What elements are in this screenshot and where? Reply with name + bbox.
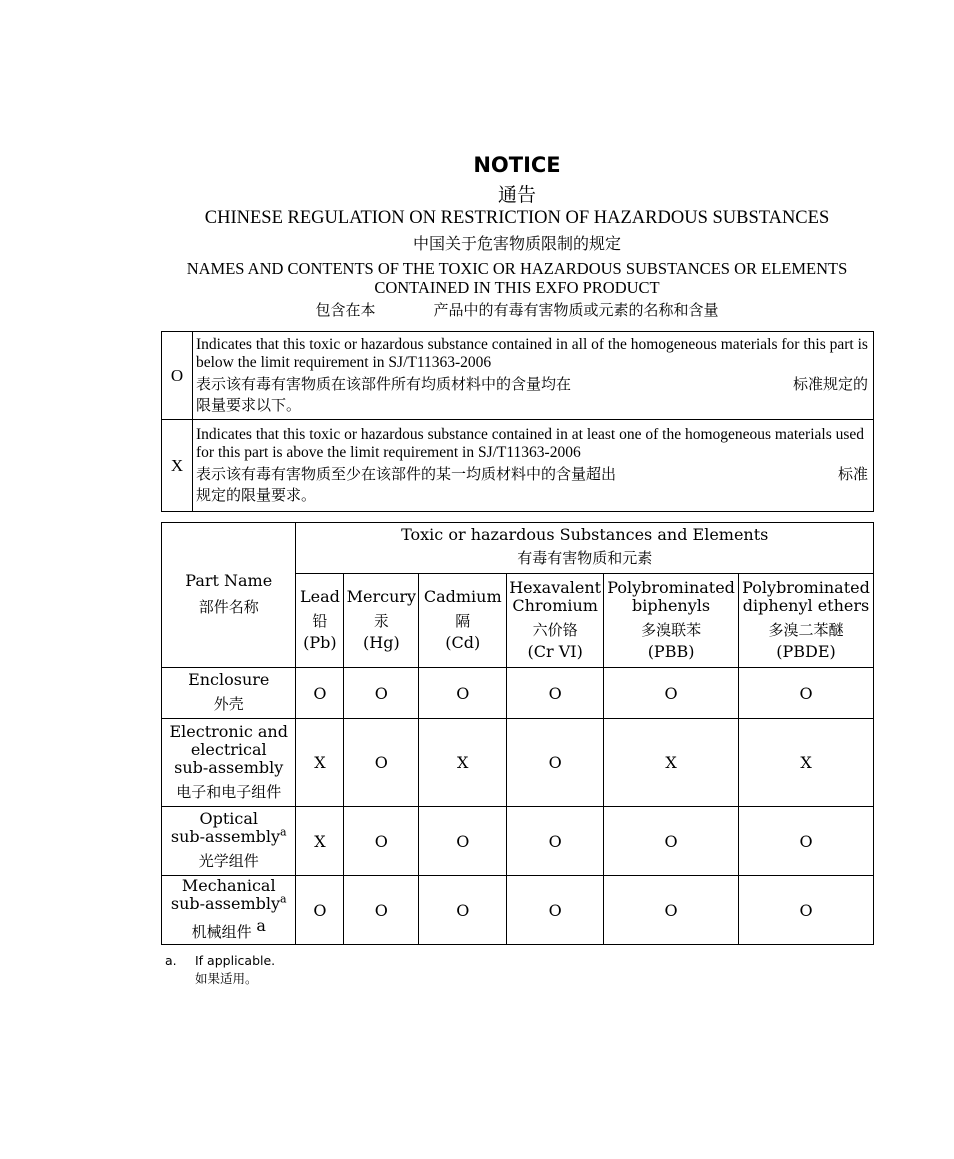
names-title-chinese-part-1: 包含在本: [315, 301, 376, 319]
part-name-text: Optical: [199, 809, 258, 828]
legend-description-chinese-part-3: 限量要求以下。: [196, 395, 302, 414]
substance-symbol: (PBB): [647, 641, 695, 661]
substance-name-chinese: 铅: [312, 611, 328, 630]
substance-value-cell: X: [739, 719, 874, 807]
part-name-line: [162, 671, 295, 689]
substance-name: Cadmium: [423, 586, 502, 606]
substance-column-header: [419, 574, 507, 668]
substance-value-cell: O: [507, 668, 604, 719]
names-title-line-2: CONTAINED IN THIS EXFO PRODUCT: [374, 278, 660, 297]
regulation-title-chinese: 中国关于危害物质限制的规定: [412, 234, 621, 253]
notice-title: NOTICE: [473, 153, 561, 177]
legend-description-chinese: [196, 374, 870, 416]
part-name-line: [162, 723, 295, 741]
substance-value-cell: O: [604, 807, 739, 876]
legend-table: [161, 331, 874, 512]
substance-name-line-2: diphenyl ethers: [742, 595, 870, 615]
substance-table: [161, 522, 874, 945]
part-name-text: Electronic and: [169, 721, 288, 741]
substance-name: Lead: [299, 586, 340, 606]
footnote-letter: a.: [165, 953, 177, 968]
substance-value-cell: O: [604, 876, 739, 945]
part-name-chinese: [162, 917, 295, 943]
substance-name-line-2: Chromium: [512, 595, 598, 615]
substance-value-cell: X: [296, 807, 344, 876]
part-name-cell: [162, 719, 296, 807]
substance-value-cell: O: [296, 876, 344, 945]
part-name-header: [162, 523, 296, 668]
legend-description-english: Indicates that this toxic or hazardous substance contained in all of the homogeneous materials for this part is below the limit requirement in SJ/T11363-2006: [196, 335, 868, 371]
part-name-header-english: Part Name: [185, 571, 273, 590]
footnote-marker: a: [280, 825, 287, 839]
part-name-text: sub-assembly: [170, 894, 281, 913]
part-name-cell: [162, 876, 296, 945]
legend-symbol: X: [162, 420, 193, 512]
substance-value-cell: X: [604, 719, 739, 807]
substances-group-header: [296, 523, 874, 574]
legend-row-x: [162, 420, 874, 512]
legend-description-chinese-part-2: 标准规定的: [792, 374, 868, 393]
substance-column-header: [344, 574, 419, 668]
substance-value-cell: O: [739, 668, 874, 719]
substance-value-cell: X: [419, 719, 507, 807]
legend-description-chinese-part-1: 表示该有毒有害物质至少在该部件的某一均质材料中的含量超出: [196, 464, 617, 483]
legend-symbol: O: [162, 332, 193, 420]
substance-symbol: (Cd): [445, 632, 481, 652]
substance-value-cell: O: [604, 668, 739, 719]
substance-value-cell: O: [507, 719, 604, 807]
names-title-line-1: NAMES AND CONTENTS OF THE TOXIC OR HAZARDOUS SUBSTANCES OR ELEMENTS: [186, 259, 848, 278]
part-name-line: [162, 759, 295, 777]
table-row: [162, 668, 874, 719]
part-name-chinese-text: 机械组件: [191, 923, 252, 941]
substance-value-cell: X: [296, 719, 344, 807]
substance-value-cell: O: [739, 876, 874, 945]
part-name-cell: [162, 668, 296, 719]
substance-value-cell: O: [419, 668, 507, 719]
substance-value-cell: O: [344, 807, 419, 876]
part-name-header-chinese: 部件名称: [198, 598, 259, 616]
notice-title-chinese: 通告: [497, 184, 536, 206]
substance-name-chinese: 多溴二苯醚: [768, 620, 844, 639]
legend-description-chinese-part-1: 表示该有毒有害物质在该部件所有均质材料中的含量均在: [196, 374, 572, 393]
part-name-cell: [162, 807, 296, 876]
substance-value-cell: O: [344, 719, 419, 807]
part-name-text: sub-assembly: [174, 757, 284, 777]
table-row: [162, 807, 874, 876]
table-row: [162, 719, 874, 807]
part-name-chinese-text: 电子和电子组件: [176, 782, 282, 801]
part-name-chinese: [162, 781, 295, 803]
substance-name-line-2: biphenyls: [632, 595, 711, 615]
substance-name-chinese: 六价铬: [532, 620, 578, 639]
substance-value-cell: O: [344, 668, 419, 719]
substance-value-cell: O: [296, 668, 344, 719]
part-name-line: [162, 810, 295, 828]
names-title: [161, 259, 873, 297]
substance-value-cell: O: [507, 876, 604, 945]
substance-column-header: [604, 574, 739, 668]
legend-row-o: [162, 332, 874, 420]
substance-value-cell: O: [419, 807, 507, 876]
legend-description-chinese-part-2: 标准: [837, 464, 868, 483]
part-name-text: sub-assembly: [170, 827, 281, 846]
names-title-chinese-part-2: 产品中的有毒有害物质或元素的名称和含量: [433, 301, 719, 319]
legend-description: [193, 332, 874, 420]
substances-group-header-english: Toxic or hazardous Substances and Elements: [401, 525, 769, 544]
part-name-text: electrical: [190, 739, 267, 759]
names-title-chinese: [161, 299, 873, 320]
substance-value-cell: O: [344, 876, 419, 945]
substance-symbol: (PBDE): [776, 641, 836, 661]
substance-name-chinese: 隔: [455, 611, 471, 630]
substance-column-header: [296, 574, 344, 668]
substance-symbol: (Pb): [303, 632, 337, 652]
substance-column-header: [507, 574, 604, 668]
regulation-title: CHINESE REGULATION ON RESTRICTION OF HAZARDOUS SUBSTANCES: [204, 208, 830, 228]
footnote: [165, 952, 275, 988]
substance-name-chinese: 多溴联苯: [641, 620, 702, 639]
substance-value-cell: O: [739, 807, 874, 876]
part-name-chinese-text: 光学组件: [198, 852, 259, 870]
substance-value-cell: O: [507, 807, 604, 876]
part-name-text: Enclosure: [188, 670, 270, 689]
footnote-text-chinese: 如果适用。: [195, 971, 258, 986]
table-body: [162, 668, 874, 945]
substance-symbol: (Cr VI): [527, 641, 583, 661]
part-name-line: [162, 741, 295, 759]
legend-description-chinese-part-3: 规定的限量要求。: [196, 485, 317, 504]
substance-name: Hexavalent: [509, 577, 602, 597]
legend-description: [193, 420, 874, 512]
part-name-chinese-text: 外壳: [213, 695, 244, 713]
part-name-line: [162, 825, 295, 846]
table-row: [162, 876, 874, 945]
substance-name: Polybrominated: [607, 577, 735, 597]
footnote-marker: a: [280, 892, 287, 906]
substance-column-header: [739, 574, 874, 668]
part-name-line: [162, 892, 295, 913]
part-name-line: [162, 877, 295, 895]
substances-group-header-chinese: 有毒有害物质和元素: [517, 549, 653, 567]
substance-name: Polybrominated: [742, 577, 870, 597]
legend-description-chinese: [196, 464, 870, 506]
part-name-chinese: [162, 850, 295, 872]
table-header-row: [162, 523, 874, 574]
part-name-chinese: [162, 693, 295, 715]
substance-value-cell: O: [419, 876, 507, 945]
footnote-text: If applicable.: [195, 953, 276, 968]
substance-name-chinese: 汞: [373, 611, 389, 630]
part-name-text: Mechanical: [181, 876, 276, 895]
footnote-marker: a: [256, 916, 266, 935]
substance-name: Mercury: [346, 586, 417, 606]
substance-symbol: (Hg): [363, 632, 400, 652]
legend-description-english: Indicates that this toxic or hazardous substance contained in at least one of the homogeneous materials used for this part is above the limit requirement in SJ/T11363-2006: [196, 425, 865, 461]
